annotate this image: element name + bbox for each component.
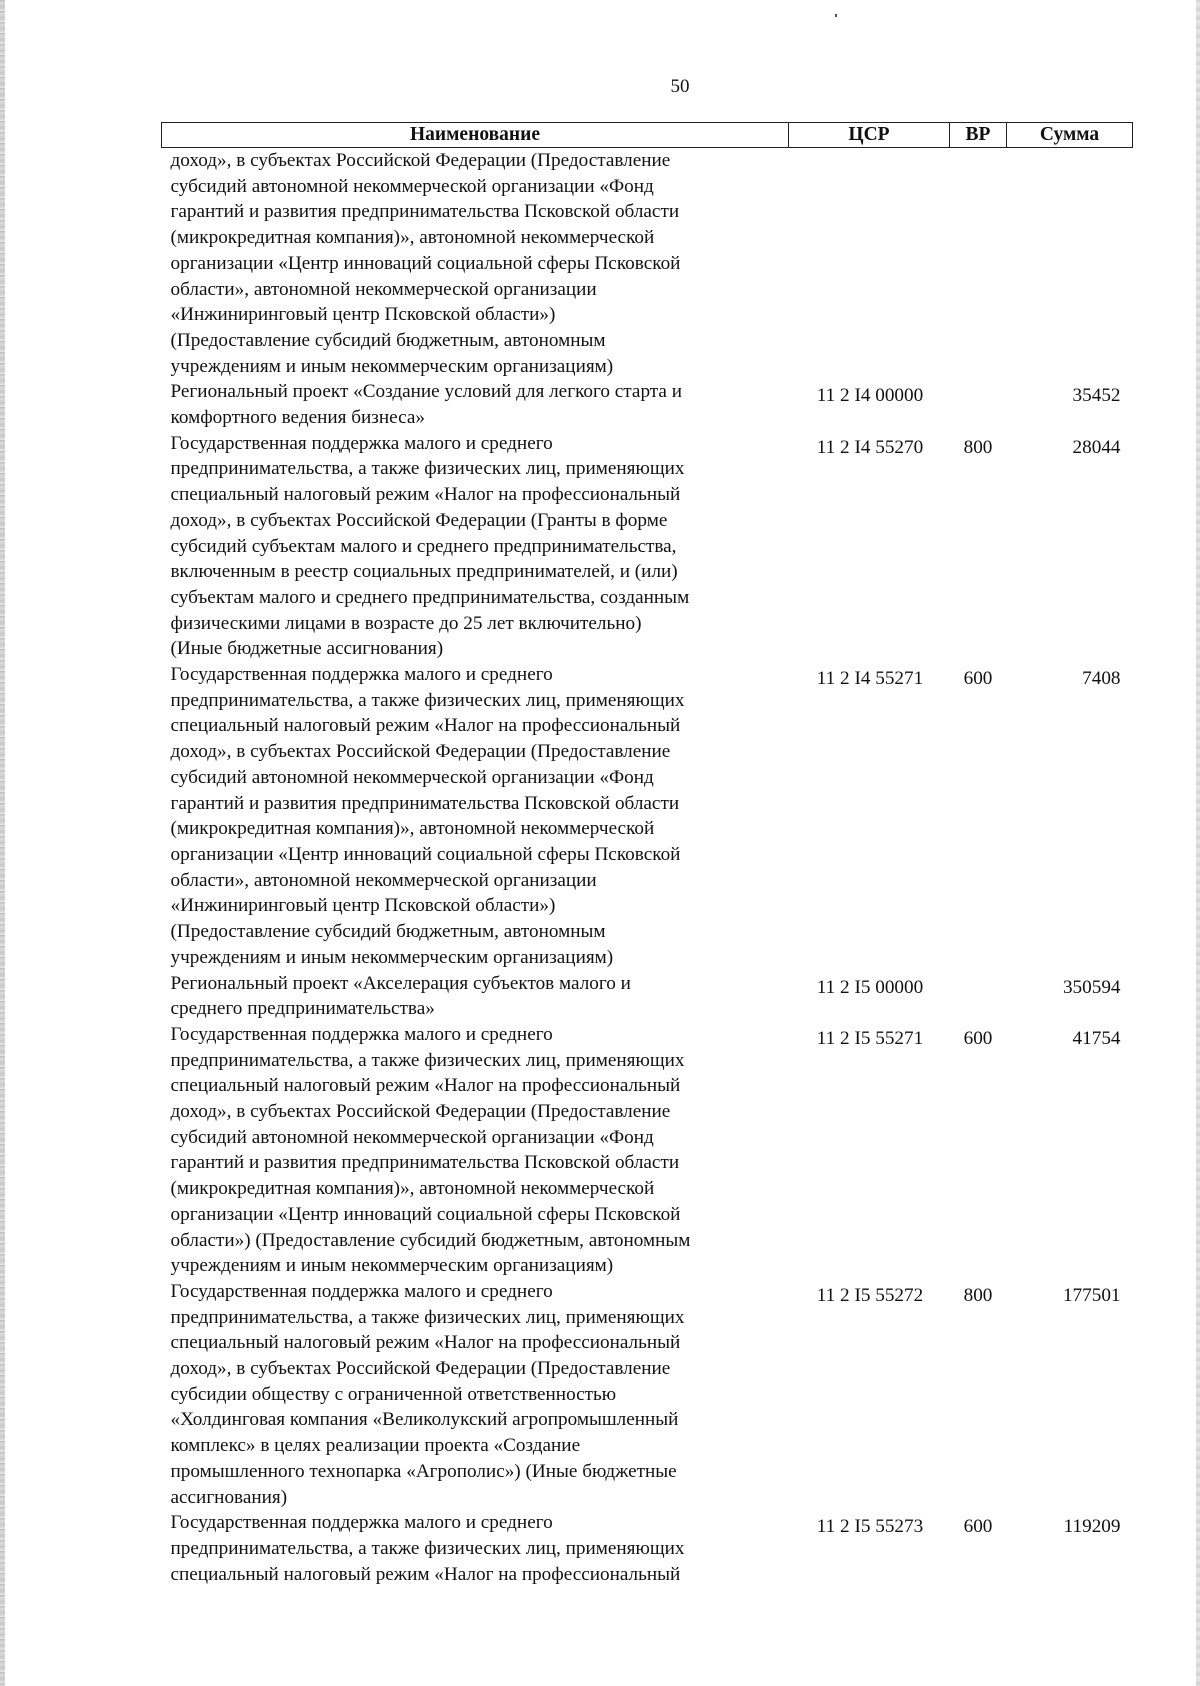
row-name-line: доход», в субъектах Российской Федерации (Предоставление — [170, 1358, 671, 1380]
row-name-line: субъектам малого и среднего предпринимательства, созданным — [170, 586, 690, 608]
row-name-line: учреждениям и иным некоммерческим организациям) — [170, 355, 614, 377]
row-vr-cell: 800 — [963, 1284, 993, 1306]
row-name-line: специальный налоговый режим «Налог на профессиональный — [170, 1563, 681, 1585]
row-sum-cell: 35452 — [1072, 385, 1121, 407]
row-name-line: области», автономной некоммерческой организации — [170, 869, 597, 891]
scan-edge-left — [0, 0, 5, 1686]
row-name-line: организации «Центр инноваций социальной сферы Псковской — [170, 843, 681, 865]
scan-speck — [835, 14, 837, 17]
row-name-line: специальный налоговый режим «Налог на профессиональный — [170, 1332, 681, 1354]
header-vr: ВР — [950, 123, 1007, 148]
row-name-line: области», автономной некоммерческой организации — [170, 278, 597, 300]
row-name-line: (микрокредитная компания)», автономной некоммерческой — [170, 1178, 655, 1200]
row-name-line: субсидий автономной некоммерческой организации «Фонд — [170, 175, 654, 197]
page-number: 50 — [670, 76, 690, 97]
row-name-line: Региональный проект «Создание условий для легкого старта и — [170, 381, 682, 403]
table-row — [162, 1022, 1133, 1279]
row-name-line: (Предоставление субсидий бюджетным, автономным — [170, 921, 606, 943]
row-name-cell — [162, 379, 789, 430]
row-name-line: Государственная поддержка малого и среднего — [170, 1512, 553, 1534]
row-name-cell — [162, 1279, 789, 1510]
table-header — [162, 123, 1133, 148]
row-csr-cell: 11 2 I4 00000 — [816, 385, 924, 407]
row-sum-cell — [1007, 148, 1133, 380]
header-row — [162, 123, 1133, 148]
row-name-line: гарантий и развития предпринимательства Псковской области — [170, 792, 680, 814]
table-row — [162, 148, 1133, 380]
table-row — [162, 971, 1133, 1022]
row-name-line: промышленного технопарка «Агрополис») (Иные бюджетные — [170, 1460, 677, 1482]
row-name-cell — [162, 431, 789, 662]
row-name-line: (Предоставление субсидий бюджетным, автономным — [170, 329, 606, 351]
row-name-line: специальный налоговый режим «Налог на профессиональный — [170, 1075, 681, 1097]
row-csr-cell: 11 2 I5 55272 — [816, 1284, 924, 1306]
row-name-line: учреждениям и иным некоммерческим организациям) — [170, 946, 614, 968]
row-name-line: субсидий автономной некоммерческой организации «Фонд — [170, 766, 654, 788]
row-name-line: доход», в субъектах Российской Федерации (Гранты в форме — [170, 509, 668, 531]
row-name-line: предпринимательства, а также физических лиц, применяющих — [170, 1049, 685, 1071]
table-row — [162, 1510, 1133, 1587]
table-row — [162, 1279, 1133, 1510]
row-vr-cell: 800 — [963, 436, 993, 458]
row-name-line: гарантий и развития предпринимательства Псковской области — [170, 1152, 680, 1174]
row-name-line: учреждениям и иным некоммерческим организациям) — [170, 1255, 614, 1277]
row-csr-cell: 11 2 I5 55271 — [816, 1027, 924, 1049]
row-name-line: комфортного ведения бизнеса» — [170, 407, 425, 429]
row-name-line: субсидий автономной некоммерческой организации «Фонд — [170, 1126, 654, 1148]
row-name-line: физическими лицами в возрасте до 25 лет включительно) — [170, 612, 642, 634]
row-vr-cell: 600 — [963, 1027, 993, 1049]
row-name-line: предпринимательства, а также физических лиц, применяющих — [170, 689, 685, 711]
row-name-line: среднего предпринимательства» — [170, 998, 435, 1020]
row-name-line: (микрокредитная компания)», автономной некоммерческой — [170, 818, 655, 840]
row-sum-cell: 350594 — [1062, 976, 1121, 998]
row-sum-cell: 7408 — [1082, 668, 1121, 690]
table-row — [162, 379, 1133, 430]
row-name-cell — [162, 1022, 789, 1279]
row-name-line: ассигнования) — [170, 1486, 288, 1508]
row-name-line: гарантий и развития предпринимательства Псковской области — [170, 201, 680, 223]
row-name-cell — [162, 1510, 789, 1587]
header-sum: Сумма — [1007, 123, 1133, 148]
row-name-line: области») (Предоставление субсидий бюджетным, автономным — [170, 1229, 691, 1251]
header-name: Наименование — [162, 123, 789, 148]
row-name-cell — [162, 148, 789, 380]
row-name-line: предпринимательства, а также физических лиц, применяющих — [170, 458, 685, 480]
row-sum-cell: 41754 — [1072, 1027, 1121, 1049]
budget-table — [161, 122, 1133, 1587]
row-name-line: организации «Центр инноваций социальной сферы Псковской — [170, 252, 681, 274]
row-sum-cell: 177501 — [1062, 1284, 1121, 1306]
row-name-line: специальный налоговый режим «Налог на профессиональный — [170, 484, 681, 506]
row-name-line: комплекс» в целях реализации проекта «Создание — [170, 1435, 581, 1457]
row-name-line: Государственная поддержка малого и среднего — [170, 1023, 553, 1045]
row-name-line: доход», в субъектах Российской Федерации (Предоставление — [170, 741, 671, 763]
row-name-line: «Инжиниринговый центр Псковской области») — [170, 304, 556, 326]
row-name-line: включенным в реестр социальных предпринимателей, и (или) — [170, 561, 678, 583]
scan-edge-right — [1196, 0, 1200, 1686]
row-name-line: предпринимательства, а также физических лиц, применяющих — [170, 1537, 685, 1559]
row-name-line: предпринимательства, а также физических лиц, применяющих — [170, 1306, 685, 1328]
row-name-line: организации «Центр инноваций социальной сферы Псковской — [170, 1203, 681, 1225]
row-name-cell — [162, 662, 789, 970]
row-name-line: (Иные бюджетные ассигнования) — [170, 638, 444, 660]
row-name-line: Государственная поддержка малого и среднего — [170, 432, 553, 454]
row-name-line: «Инжиниринговый центр Псковской области») — [170, 895, 556, 917]
row-csr-cell — [789, 148, 950, 380]
row-sum-cell: 28044 — [1072, 436, 1121, 458]
row-name-cell — [162, 971, 789, 1022]
row-name-line: субсидии обществу с ограниченной ответственностью — [170, 1383, 617, 1405]
row-sum-cell: 119209 — [1063, 1516, 1121, 1538]
table-body — [162, 148, 1133, 1588]
row-name-line: Государственная поддержка малого и среднего — [170, 664, 553, 686]
row-vr-cell: 600 — [963, 668, 993, 690]
row-name-line: специальный налоговый режим «Налог на профессиональный — [170, 715, 681, 737]
row-vr-cell — [950, 971, 1007, 1022]
row-csr-cell: 11 2 I5 55273 — [816, 1516, 924, 1538]
row-name-line: «Холдинговая компания «Великолукский агропромышленный — [170, 1409, 679, 1431]
row-csr-cell: 11 2 I4 55270 — [816, 436, 924, 458]
row-name-line: Государственная поддержка малого и среднего — [170, 1280, 553, 1302]
table-row — [162, 431, 1133, 662]
header-csr: ЦСР — [789, 123, 950, 148]
row-name-line: (микрокредитная компания)», автономной некоммерческой — [170, 227, 655, 249]
row-vr-cell: 600 — [963, 1516, 993, 1538]
row-csr-cell: 11 2 I5 00000 — [816, 976, 924, 998]
row-vr-cell — [950, 379, 1007, 430]
row-name-line: субсидий субъектам малого и среднего предпринимательства, — [170, 535, 677, 557]
row-name-line: Региональный проект «Акселерация субъектов малого и — [170, 972, 631, 994]
row-name-line: доход», в субъектах Российской Федерации (Предоставление — [170, 1101, 671, 1123]
row-name-line: доход», в субъектах Российской Федерации (Предоставление — [170, 150, 671, 171]
table-row — [162, 662, 1133, 970]
row-csr-cell: 11 2 I4 55271 — [816, 668, 924, 690]
row-vr-cell — [950, 148, 1007, 380]
